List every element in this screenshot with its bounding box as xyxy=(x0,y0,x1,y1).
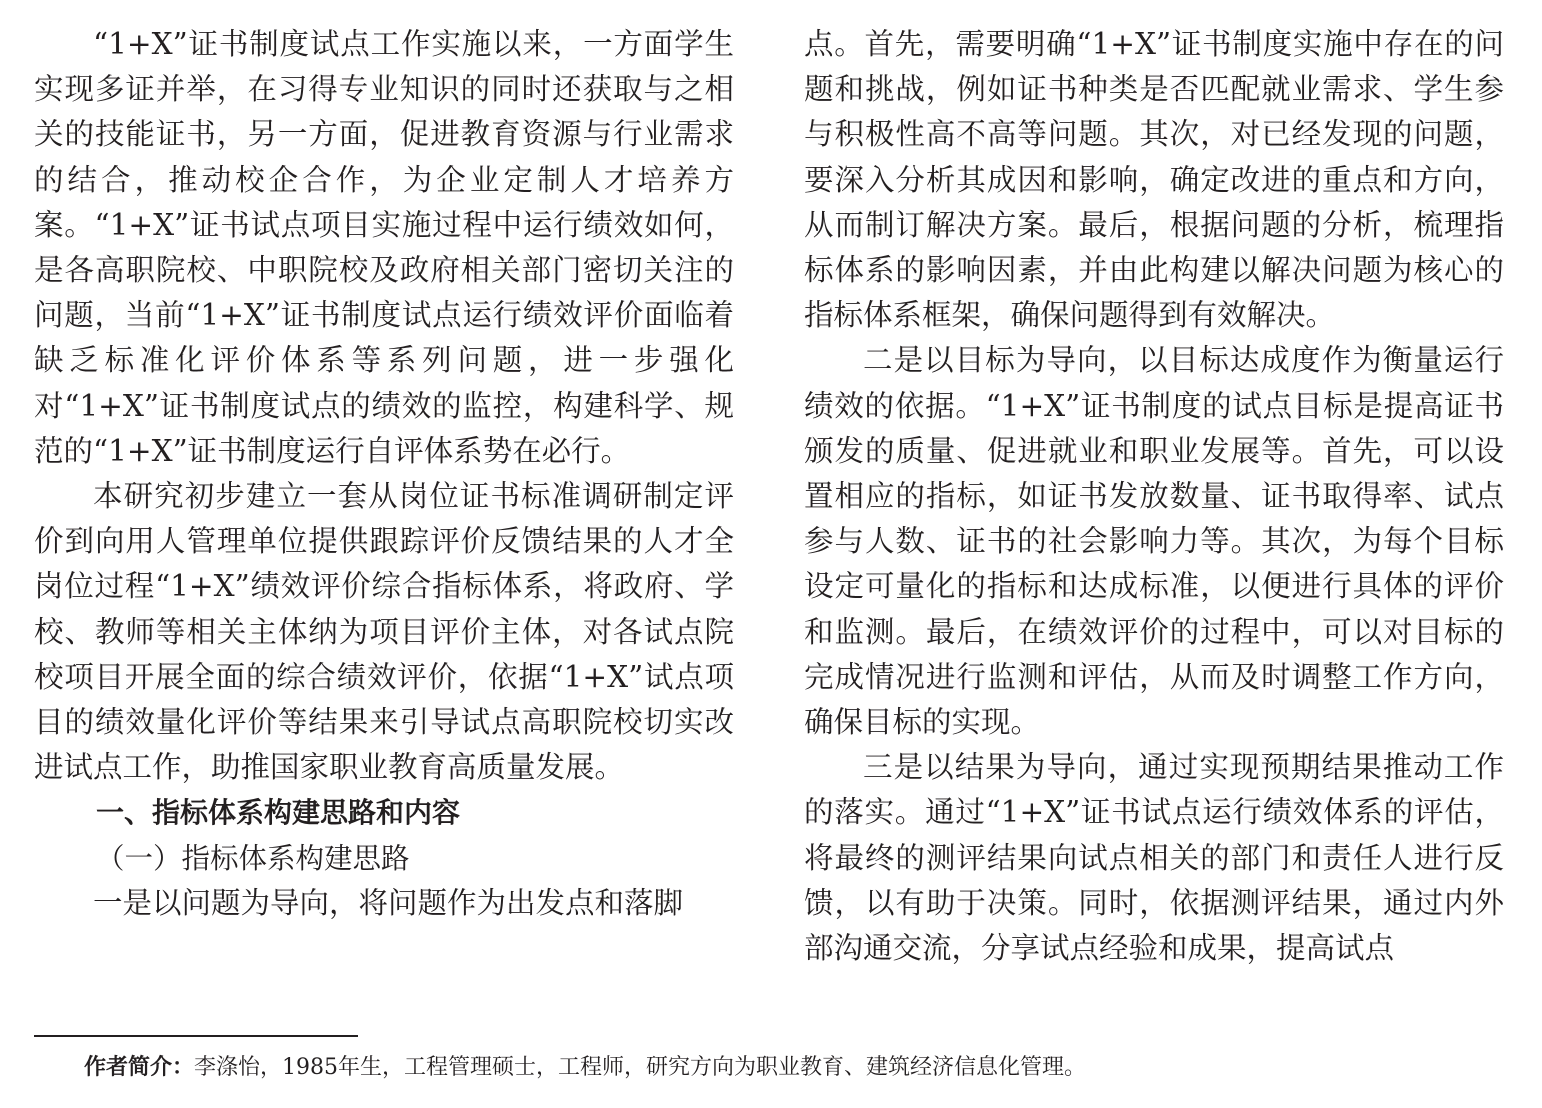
section-heading: 一、指标体系构建思路和内容 xyxy=(96,796,461,830)
result-oriented-paragraph: 三是以结果为导向，通过实现预期结果推动工作的落实。通过“1+X”证书试点运行绩效体系的评估，将最终的测评结果向试点相关的部门和责任人进行反馈，以有助于决策。同时，依据测评结果，通过内外部沟通交流，分享试点经验和成果，提高试点 xyxy=(804,750,1504,966)
author-footnote xyxy=(84,1052,1504,1084)
research-paragraph: 本研究初步建立一套从岗位证书标准调研制定评价到向用人管理单位提供跟踪评价反馈结果的人才全岗位过程“1+X”绩效评价综合指标体系，将政府、学校、教师等相关主体纳为项目评价主体，对各试点院校项目开展全面的综合绩效评价，依据“1+X”试点项目的绩效量化评价等结果来引导试点高职院校切实改进试点工作，助推国家职业教育高质量发展。 xyxy=(34,479,734,785)
footnote-divider xyxy=(34,1035,358,1037)
right-column xyxy=(804,22,1504,971)
footnote-label: 作者简介： xyxy=(84,1055,195,1080)
problem-continuation-paragraph: 点。首先，需要明确“1+X”证书制度实施中存在的问题和挑战，例如证书种类是否匹配就业需求、学生参与积极性高不高等问题。其次，对已经发现的问题，要深入分析其成因和影响，确定改进的重点和方向，从而制订解决方案。最后，根据问题的分析，梳理指标体系的影响因素，并由此构建以解决问题为核心的指标体系框架，确保问题得到有效解决。 xyxy=(804,27,1504,333)
intro-paragraph: “1+X”证书制度试点工作实施以来，一方面学生实现多证并举，在习得专业知识的同时还获取与之相关的技能证书，另一方面，促进教育资源与行业需求的结合，推动校企合作，为企业定制人才培养方案。“1+X”证书试点项目实施过程中运行绩效如何，是各高职院校、中职院校及政府相关部门密切关注的问题，当前“1+X”证书制度试点运行绩效评价面临着缺乏标准化评价体系等系列问题，进一步强化对“1+X”证书制度试点的绩效的监控，构建科学、规范的“1+X”证书制度运行自评体系势在必行。 xyxy=(34,27,734,468)
footnote-text: 李涤怡，1985年生，工程管理硕士，工程师，研究方向为职业教育、建筑经济信息化管理。 xyxy=(194,1055,1087,1080)
subsection-heading: （一）指标体系构建思路 xyxy=(96,841,410,875)
left-column xyxy=(34,22,734,926)
problem-oriented-paragraph: 一是以问题为导向，将问题作为出发点和落脚 xyxy=(93,885,684,920)
goal-oriented-paragraph: 二是以目标为导向，以目标达成度作为衡量运行绩效的依据。“1+X”证书制度的试点目标是提高证书颁发的质量、促进就业和职业发展等。首先，可以设置相应的指标，如证书发放数量、证书取得率、试点参与人数、证书的社会影响力等。其次，为每个目标设定可量化的指标和达成标准，以便进行具体的评价和监测。最后，在绩效评价的过程中，可以对目标的完成情况进行监测和评估，从而及时调整工作方向，确保目标的实现。 xyxy=(804,343,1504,740)
